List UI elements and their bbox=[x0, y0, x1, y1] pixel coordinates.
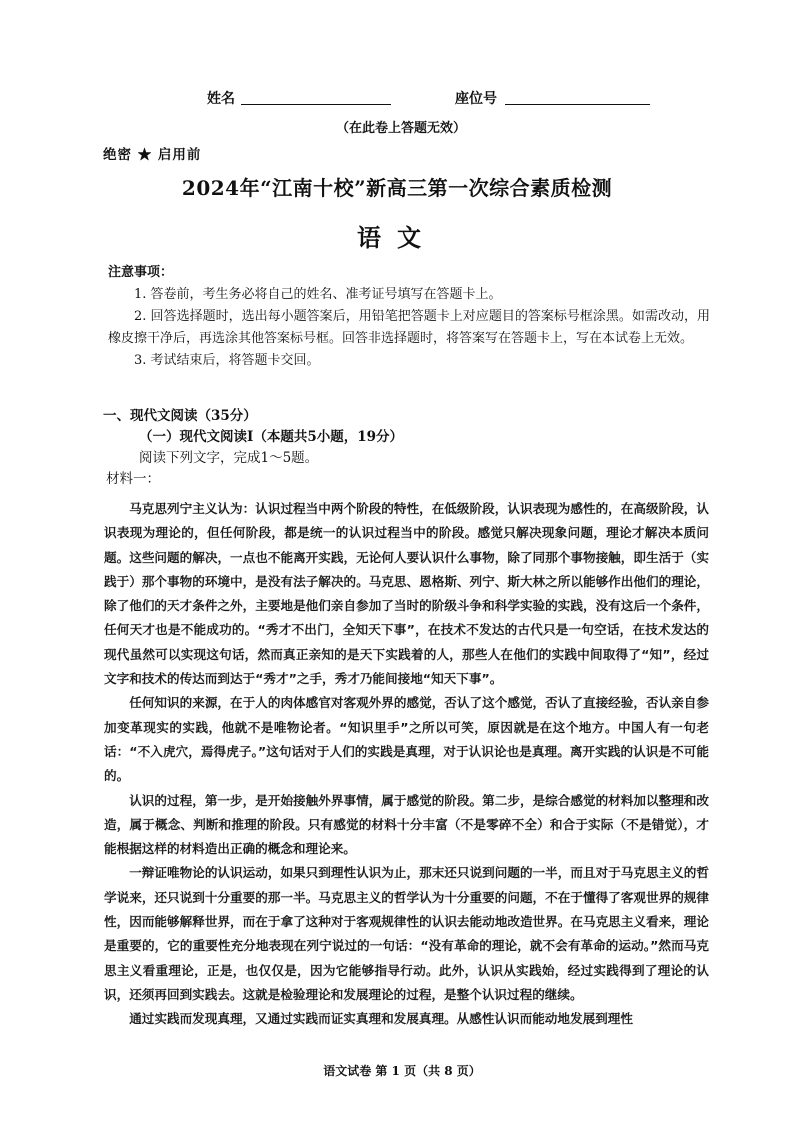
passage-paragraph: 任何知识的来源，在于人的肉体感官对客观外界的感觉，否认了这个感觉，否认了直接经验，否认亲自参加变革现实的实践，他就不是唯物论者。“知识里手”之所以可笑，原因就是在这个地方。中国人有一句老话：“不入虎穴，焉得虎子。”这句话对于人们的实践是真理，对于认识论也是真理。离开实践的认识是不可能的。 bbox=[104, 695, 709, 784]
note-item: 1. 答卷前，考生务必将自己的姓名、准考证号填写在答题卡上。 bbox=[134, 287, 502, 302]
name-blank-line bbox=[241, 104, 391, 105]
name-label: 姓名 bbox=[207, 91, 235, 107]
passage-paragraph: 一辩证唯物论的认识运动，如果只到理性认识为止，那末还只说到问题的一半，而且对于马克思主义的哲学说来，还只说到十分重要的那一半。马克思主义的哲学认为十分重要的问题，不在于懂得了客观世界的规律性，因而能够解释世界，而在于拿了这种对于客观规律性的认识去能动地改造世界。在马克思主义看来，理论是重要的，它的重要性充分地表现在列宁说过的一句话：“没有革命的理论，就不会有革命的运动。”然而马克思主义看重理论，正是，也仅仅是，因为它能够指导行动。此外，认识从实践始，经过实践得到了理论的认识，还须再回到实践去。这就是检验理论和发展理论的过程，是整个认识过程的继续。 bbox=[104, 865, 709, 1002]
passage-paragraph: 马克思列宁主义认为：认识过程当中两个阶段的特性，在低级阶段，认识表现为感性的，在高级阶段，认识表现为理论的，但任何阶段，都是统一的认识过程当中的阶段。感觉只解决现象问题，理论才解决本质问题。这些问题的解决，一点也不能离开实践，无论何人要认识什么事物，除了同那个事物接触，即生活于（实践于）那个事物的环境中，是没有法子解决的。马克思、恩格斯、列宁、斯大林之所以能够作出他们的理论，除了他们的天才条件之外，主要地是他们亲自参加了当时的阶级斗争和科学实验的实践，没有这后一个条件，任何天才也是不能成功的。“秀才不出门，全知天下事”，在技术不发达的古代只是一句空话，在技术发达的现代虽然可以实现这句话，然而真正亲知的是天下实践着的人，那些人在他们的实践中间取得了“知”，经过文字和技术的传达而到达于“秀才”之手，秀才乃能间接地“知天下事”。 bbox=[104, 501, 709, 687]
section-title: 一、现代文阅读（35分） bbox=[103, 408, 257, 424]
seat-number-blank-line bbox=[505, 104, 650, 105]
passage-paragraph: 通过实践而发现真理，又通过实践而证实真理和发展真理。从感性认识而能动地发展到理性 bbox=[129, 1011, 633, 1027]
section-subtitle: （一）现代文阅读Ⅰ（本题共5小题，19分） bbox=[139, 429, 403, 445]
subject-title: 语文 bbox=[357, 223, 437, 252]
passage-paragraph: 认识的过程，第一步，是开始接触外界事情，属于感觉的阶段。第二步，是综合感觉的材料加以整理和改造，属于概念、判断和推理的阶段。只有感觉的材料十分丰富（不是零碎不全）和合于实际（不是错觉），才能根据这样的材料造出正确的概念和理论来。 bbox=[104, 792, 709, 857]
notes-heading: 注意事项： bbox=[108, 265, 174, 280]
invalid-answer-note: （在此卷上答题无效） bbox=[335, 121, 466, 136]
note-item: 3. 考试结束后，将答题卡交回。 bbox=[134, 353, 320, 368]
section-instruction: 阅读下列文字，完成1～5题。 bbox=[139, 450, 319, 466]
secret-mark: 绝密 ★ 启用前 bbox=[103, 147, 202, 163]
exam-title: 2024年“江南十校”新高三第一次综合素质检测 bbox=[181, 176, 613, 200]
seat-number-label: 座位号 bbox=[455, 91, 497, 107]
note-item: 2. 回答选择题时，选出每小题答案后，用铅笔把答题卡上对应题目的答案标号框涂黑。如需改动，用橡皮擦干净后，再选涂其他答案标号框。回答非选择题时，将答案写在答题卡上，写在本试卷上无效。 bbox=[108, 309, 710, 346]
reading-passage bbox=[104, 497, 709, 1032]
material-label: 材料一： bbox=[106, 471, 160, 487]
exam-notes bbox=[108, 262, 710, 372]
page-footer: 语文试卷 第 1 页（共 8 页） bbox=[323, 1064, 481, 1078]
section-header bbox=[103, 406, 713, 490]
